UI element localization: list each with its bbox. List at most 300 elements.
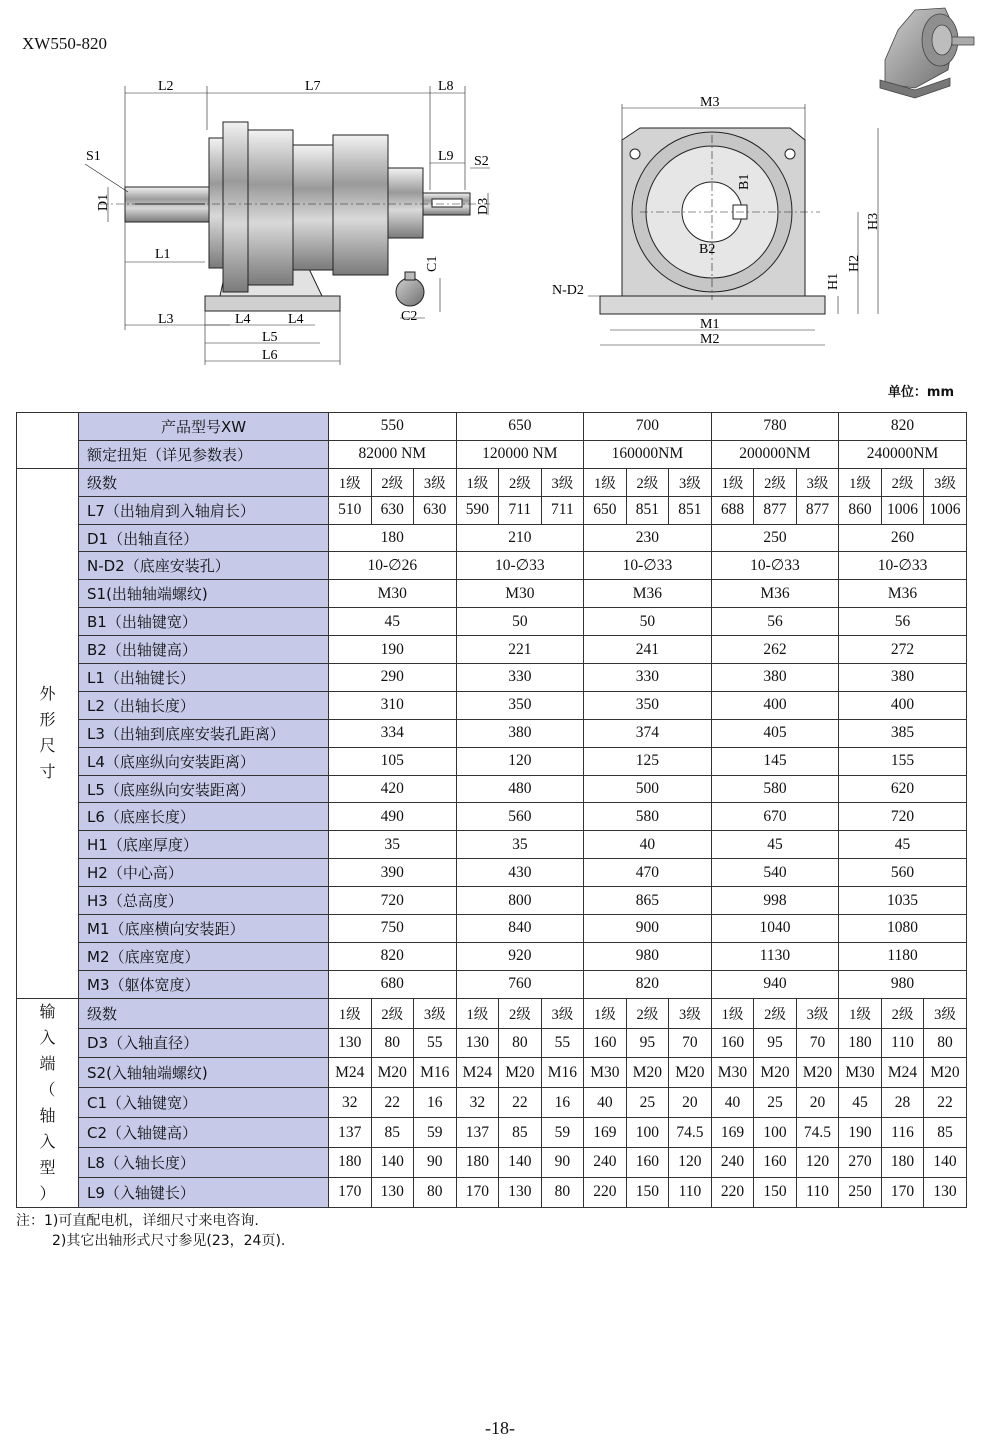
label-L4b: L4: [288, 312, 304, 327]
value-cell: 998: [711, 887, 839, 915]
outer-row: [17, 775, 967, 803]
value-cell: 160: [584, 1028, 627, 1058]
value-cell: 130: [924, 1177, 967, 1207]
value-cell: 40: [584, 831, 712, 859]
value-cell: 220: [584, 1177, 627, 1207]
page-number: -18-: [485, 1418, 515, 1438]
value-cell: 59: [414, 1118, 457, 1148]
stage-cell: 2级: [626, 998, 669, 1028]
stage-cell: 2级: [881, 468, 924, 496]
label-L4a: L4: [235, 312, 251, 327]
note-2: 2)其它出轴形式尺寸参见(23，24页).: [52, 1233, 286, 1249]
row-label: L4（底座纵向安装距离）: [79, 747, 329, 775]
value-cell: M24: [456, 1058, 499, 1088]
outer-row: [17, 608, 967, 636]
notes: [16, 1211, 285, 1251]
stage-cell: 2级: [371, 998, 414, 1028]
value-cell: 137: [456, 1118, 499, 1148]
outer-row: [17, 719, 967, 747]
stage-cell: 2级: [371, 468, 414, 496]
stage-cell: 2级: [754, 468, 797, 496]
label-M2: M2: [700, 332, 720, 347]
value-cell: 110: [669, 1177, 712, 1207]
stage-cell: 2级: [499, 998, 542, 1028]
row-label: S2(入轴轴端螺纹): [79, 1058, 329, 1088]
value-cell: 400: [711, 691, 839, 719]
outer-row: [17, 636, 967, 664]
value-cell: 180: [329, 1147, 372, 1177]
value-cell: M24: [329, 1058, 372, 1088]
value-cell: 580: [584, 803, 712, 831]
value-cell: 170: [329, 1177, 372, 1207]
value-cell: 1040: [711, 915, 839, 943]
value-cell: 590: [456, 496, 499, 524]
input-row: [17, 1028, 967, 1058]
value-cell: M16: [541, 1058, 584, 1088]
value-cell: 851: [669, 496, 712, 524]
value-cell: 877: [754, 496, 797, 524]
value-cell: 10-∅26: [329, 552, 457, 580]
outer-row: [17, 915, 967, 943]
value-cell: 160: [626, 1147, 669, 1177]
value-cell: 250: [839, 1177, 882, 1207]
outer-row: [17, 831, 967, 859]
technical-drawings: [0, 0, 1000, 390]
value-cell: 35: [329, 831, 457, 859]
label-L6: L6: [262, 348, 278, 363]
value-cell: 470: [584, 859, 712, 887]
value-cell: 74.5: [796, 1118, 839, 1148]
stage-cell: 3级: [414, 998, 457, 1028]
value-cell: 10-∅33: [584, 552, 712, 580]
label-L1: L1: [155, 247, 171, 262]
value-cell: 85: [924, 1118, 967, 1148]
stage-cell: 1级: [711, 998, 754, 1028]
product-thumbnail: [880, 8, 974, 98]
value-cell: 120: [669, 1147, 712, 1177]
value-cell: 1180: [839, 942, 967, 970]
value-cell: 380: [711, 664, 839, 692]
row-label: H2（中心高）: [79, 859, 329, 887]
value-cell: 290: [329, 664, 457, 692]
label-H1: H1: [826, 272, 841, 290]
value-cell: 95: [626, 1028, 669, 1058]
label-L9: L9: [438, 149, 454, 164]
value-cell: 405: [711, 719, 839, 747]
value-cell: 150: [626, 1177, 669, 1207]
value-cell: 145: [711, 747, 839, 775]
value-cell: 430: [456, 859, 584, 887]
value-cell: 120: [796, 1147, 839, 1177]
value-cell: 137: [329, 1118, 372, 1148]
value-cell: 155: [839, 747, 967, 775]
row-label: L1（出轴键长）: [79, 664, 329, 692]
header-row-model: [17, 413, 967, 441]
value-cell: 480: [456, 775, 584, 803]
outer-row: [17, 859, 967, 887]
value-cell: 45: [839, 831, 967, 859]
value-cell: M30: [711, 1058, 754, 1088]
value-cell: 420: [329, 775, 457, 803]
input-row: [17, 1058, 967, 1088]
value-cell: 220: [711, 1177, 754, 1207]
model-cell: 780: [711, 413, 839, 441]
value-cell: 40: [711, 1088, 754, 1118]
value-cell: 860: [839, 496, 882, 524]
value-cell: 45: [711, 831, 839, 859]
row-label: C1（入轴键宽）: [79, 1088, 329, 1118]
value-cell: 150: [754, 1177, 797, 1207]
value-cell: 56: [711, 608, 839, 636]
value-cell: 74.5: [669, 1118, 712, 1148]
value-cell: 760: [456, 970, 584, 998]
value-cell: 350: [456, 691, 584, 719]
value-cell: 900: [584, 915, 712, 943]
outer-row: [17, 803, 967, 831]
torque-cell: 160000NM: [584, 440, 712, 468]
value-cell: 680: [329, 970, 457, 998]
outer-row: [17, 524, 967, 552]
row-label: B1（出轴键宽）: [79, 608, 329, 636]
value-cell: 940: [711, 970, 839, 998]
value-cell: 241: [584, 636, 712, 664]
value-cell: M20: [754, 1058, 797, 1088]
model-cell: 700: [584, 413, 712, 441]
label-B1: B1: [737, 173, 752, 190]
label-L7: L7: [305, 79, 321, 94]
model-cell: 550: [329, 413, 457, 441]
header-row-torque: [17, 440, 967, 468]
label-D1: D1: [96, 193, 111, 211]
value-cell: 865: [584, 887, 712, 915]
outer-row: [17, 552, 967, 580]
value-cell: 334: [329, 719, 457, 747]
label-M3: M3: [700, 95, 720, 110]
value-cell: M20: [371, 1058, 414, 1088]
value-cell: 560: [839, 859, 967, 887]
value-cell: 750: [329, 915, 457, 943]
unit-label: 单位：mm: [887, 385, 954, 400]
stage-label: 级数: [79, 468, 329, 496]
label-C1: C1: [425, 255, 440, 272]
value-cell: 125: [584, 747, 712, 775]
torque-cell: 120000 NM: [456, 440, 584, 468]
value-cell: 160: [754, 1147, 797, 1177]
value-cell: M20: [924, 1058, 967, 1088]
value-cell: 380: [839, 664, 967, 692]
outer-row: [17, 970, 967, 998]
model-header-label: 产品型号XW: [79, 413, 329, 441]
page-title: XW550-820: [22, 34, 107, 53]
value-cell: 85: [371, 1118, 414, 1148]
value-cell: 105: [329, 747, 457, 775]
value-cell: 85: [499, 1118, 542, 1148]
value-cell: 330: [584, 664, 712, 692]
value-cell: 688: [711, 496, 754, 524]
stage-cell: 3级: [796, 998, 839, 1028]
value-cell: 20: [669, 1088, 712, 1118]
value-cell: 56: [839, 608, 967, 636]
row-label: M2（底座宽度）: [79, 942, 329, 970]
value-cell: 70: [796, 1028, 839, 1058]
row-label: C2（入轴键高）: [79, 1118, 329, 1148]
value-cell: 169: [584, 1118, 627, 1148]
value-cell: 240: [584, 1147, 627, 1177]
value-cell: 620: [839, 775, 967, 803]
value-cell: 820: [584, 970, 712, 998]
value-cell: 110: [796, 1177, 839, 1207]
corner-cell: [17, 413, 79, 469]
value-cell: 32: [456, 1088, 499, 1118]
row-label: M1（底座横向安装距）: [79, 915, 329, 943]
value-cell: 385: [839, 719, 967, 747]
value-cell: 877: [796, 496, 839, 524]
value-cell: 630: [371, 496, 414, 524]
row-label: B2（出轴键高）: [79, 636, 329, 664]
value-cell: M20: [796, 1058, 839, 1088]
group-outer-dimensions: 外 形 尺 寸: [17, 468, 79, 998]
torque-header-label: 额定扭矩（详见参数表）: [79, 440, 329, 468]
label-L8: L8: [438, 79, 454, 94]
value-cell: 210: [456, 524, 584, 552]
value-cell: 560: [456, 803, 584, 831]
stage-cell: 1级: [839, 998, 882, 1028]
value-cell: 230: [584, 524, 712, 552]
value-cell: 45: [329, 608, 457, 636]
value-cell: 95: [754, 1028, 797, 1058]
value-cell: 260: [839, 524, 967, 552]
value-cell: 1080: [839, 915, 967, 943]
value-cell: 22: [499, 1088, 542, 1118]
value-cell: 110: [881, 1028, 924, 1058]
label-M1: M1: [700, 317, 720, 332]
label-S2: S2: [474, 154, 489, 169]
torque-cell: 240000NM: [839, 440, 967, 468]
label-H3: H3: [866, 212, 881, 230]
stage-cell: 3级: [669, 998, 712, 1028]
value-cell: 350: [584, 691, 712, 719]
value-cell: 180: [839, 1028, 882, 1058]
value-cell: 22: [924, 1088, 967, 1118]
value-cell: 22: [371, 1088, 414, 1118]
value-cell: 851: [626, 496, 669, 524]
value-cell: 221: [456, 636, 584, 664]
value-cell: 920: [456, 942, 584, 970]
value-cell: 650: [584, 496, 627, 524]
input-row: [17, 1177, 967, 1207]
stage-cell: 1级: [711, 468, 754, 496]
stage-cell: 2级: [754, 998, 797, 1028]
stage-cell: 2级: [626, 468, 669, 496]
stage-row-outer: [17, 468, 967, 496]
value-cell: 35: [456, 831, 584, 859]
outer-row: [17, 747, 967, 775]
outer-row: [17, 887, 967, 915]
label-N-D2: N-D2: [552, 283, 584, 298]
value-cell: 140: [499, 1147, 542, 1177]
value-cell: 250: [711, 524, 839, 552]
value-cell: 40: [584, 1088, 627, 1118]
value-cell: 720: [329, 887, 457, 915]
stage-label: 级数: [79, 998, 329, 1028]
row-label: L7（出轴肩到入轴肩长）: [79, 496, 329, 524]
value-cell: 272: [839, 636, 967, 664]
value-cell: 160: [711, 1028, 754, 1058]
row-label: L8（入轴长度）: [79, 1147, 329, 1177]
stage-cell: 3级: [541, 998, 584, 1028]
stage-cell: 3级: [541, 468, 584, 496]
stage-cell: 3级: [796, 468, 839, 496]
value-cell: M36: [839, 580, 967, 608]
value-cell: 59: [541, 1118, 584, 1148]
note-1: 注：1)可直配电机，详细尺寸来电咨询.: [16, 1213, 259, 1229]
stage-cell: 1级: [584, 468, 627, 496]
value-cell: 262: [711, 636, 839, 664]
label-D3: D3: [476, 197, 491, 215]
value-cell: 1130: [711, 942, 839, 970]
value-cell: 980: [839, 970, 967, 998]
l7-row: [17, 496, 967, 524]
value-cell: 1006: [881, 496, 924, 524]
value-cell: M16: [414, 1058, 457, 1088]
outer-row: [17, 580, 967, 608]
label-H2: H2: [847, 254, 862, 272]
label-L3: L3: [158, 312, 174, 327]
value-cell: 50: [456, 608, 584, 636]
value-cell: 140: [924, 1147, 967, 1177]
value-cell: 50: [584, 608, 712, 636]
value-cell: 170: [456, 1177, 499, 1207]
value-cell: 840: [456, 915, 584, 943]
model-cell: 650: [456, 413, 584, 441]
value-cell: 16: [541, 1088, 584, 1118]
value-cell: 720: [839, 803, 967, 831]
value-cell: 80: [414, 1177, 457, 1207]
value-cell: 100: [754, 1118, 797, 1148]
value-cell: 116: [881, 1118, 924, 1148]
value-cell: 10-∅33: [711, 552, 839, 580]
value-cell: 711: [499, 496, 542, 524]
label-L2: L2: [158, 79, 174, 94]
value-cell: 10-∅33: [456, 552, 584, 580]
stage-cell: 3级: [924, 468, 967, 496]
value-cell: 390: [329, 859, 457, 887]
outer-row: [17, 664, 967, 692]
stage-cell: 2级: [499, 468, 542, 496]
value-cell: 510: [329, 496, 372, 524]
value-cell: 80: [541, 1177, 584, 1207]
value-cell: 580: [711, 775, 839, 803]
value-cell: M36: [711, 580, 839, 608]
value-cell: 380: [456, 719, 584, 747]
value-cell: 90: [414, 1147, 457, 1177]
value-cell: M30: [456, 580, 584, 608]
stage-cell: 1级: [329, 468, 372, 496]
input-row: [17, 1147, 967, 1177]
stage-cell: 1级: [456, 468, 499, 496]
value-cell: 140: [371, 1147, 414, 1177]
value-cell: 330: [456, 664, 584, 692]
torque-cell: 200000NM: [711, 440, 839, 468]
value-cell: M24: [881, 1058, 924, 1088]
value-cell: 240: [711, 1147, 754, 1177]
value-cell: 55: [414, 1028, 457, 1058]
value-cell: M30: [329, 580, 457, 608]
stage-cell: 1级: [839, 468, 882, 496]
label-L5: L5: [262, 330, 278, 345]
row-label: L2（出轴长度）: [79, 691, 329, 719]
value-cell: 45: [839, 1088, 882, 1118]
row-label: S1(出轴轴端螺纹): [79, 580, 329, 608]
value-cell: 180: [329, 524, 457, 552]
outer-row: [17, 691, 967, 719]
value-cell: 25: [626, 1088, 669, 1118]
value-cell: 130: [329, 1028, 372, 1058]
value-cell: 130: [456, 1028, 499, 1058]
stage-cell: 2级: [881, 998, 924, 1028]
value-cell: 980: [584, 942, 712, 970]
value-cell: 130: [499, 1177, 542, 1207]
value-cell: 16: [414, 1088, 457, 1118]
row-label: L9（入轴键长）: [79, 1177, 329, 1207]
group-input-end: 输 入 端 （ 轴 入 型 ）: [17, 998, 79, 1207]
value-cell: 310: [329, 691, 457, 719]
value-cell: 400: [839, 691, 967, 719]
row-label: D1（出轴直径）: [79, 524, 329, 552]
value-cell: 190: [839, 1118, 882, 1148]
value-cell: 180: [881, 1147, 924, 1177]
value-cell: 80: [371, 1028, 414, 1058]
stage-cell: 1级: [584, 998, 627, 1028]
row-label: H3（总高度）: [79, 887, 329, 915]
value-cell: 130: [371, 1177, 414, 1207]
value-cell: M30: [839, 1058, 882, 1088]
value-cell: 630: [414, 496, 457, 524]
value-cell: 90: [541, 1147, 584, 1177]
label-C2: C2: [401, 309, 418, 324]
row-label: D3（入轴直径）: [79, 1028, 329, 1058]
value-cell: 55: [541, 1028, 584, 1058]
value-cell: 711: [541, 496, 584, 524]
stage-cell: 3级: [924, 998, 967, 1028]
value-cell: 25: [754, 1088, 797, 1118]
label-S1: S1: [86, 149, 101, 164]
spec-table: [16, 412, 967, 1208]
value-cell: 670: [711, 803, 839, 831]
value-cell: 1006: [924, 496, 967, 524]
torque-cell: 82000 NM: [329, 440, 457, 468]
stage-cell: 1级: [329, 998, 372, 1028]
row-label: L6（底座长度）: [79, 803, 329, 831]
value-cell: 120: [456, 747, 584, 775]
value-cell: 28: [881, 1088, 924, 1118]
model-cell: 820: [839, 413, 967, 441]
value-cell: 180: [456, 1147, 499, 1177]
outer-row: [17, 942, 967, 970]
value-cell: 820: [329, 942, 457, 970]
stage-cell: 3级: [669, 468, 712, 496]
row-label: L3（出轴到底座安装孔距离）: [79, 719, 329, 747]
value-cell: 270: [839, 1147, 882, 1177]
input-row: [17, 1118, 967, 1148]
value-cell: 169: [711, 1118, 754, 1148]
value-cell: 540: [711, 859, 839, 887]
value-cell: 20: [796, 1088, 839, 1118]
value-cell: 490: [329, 803, 457, 831]
value-cell: 500: [584, 775, 712, 803]
value-cell: M30: [584, 1058, 627, 1088]
value-cell: 80: [924, 1028, 967, 1058]
